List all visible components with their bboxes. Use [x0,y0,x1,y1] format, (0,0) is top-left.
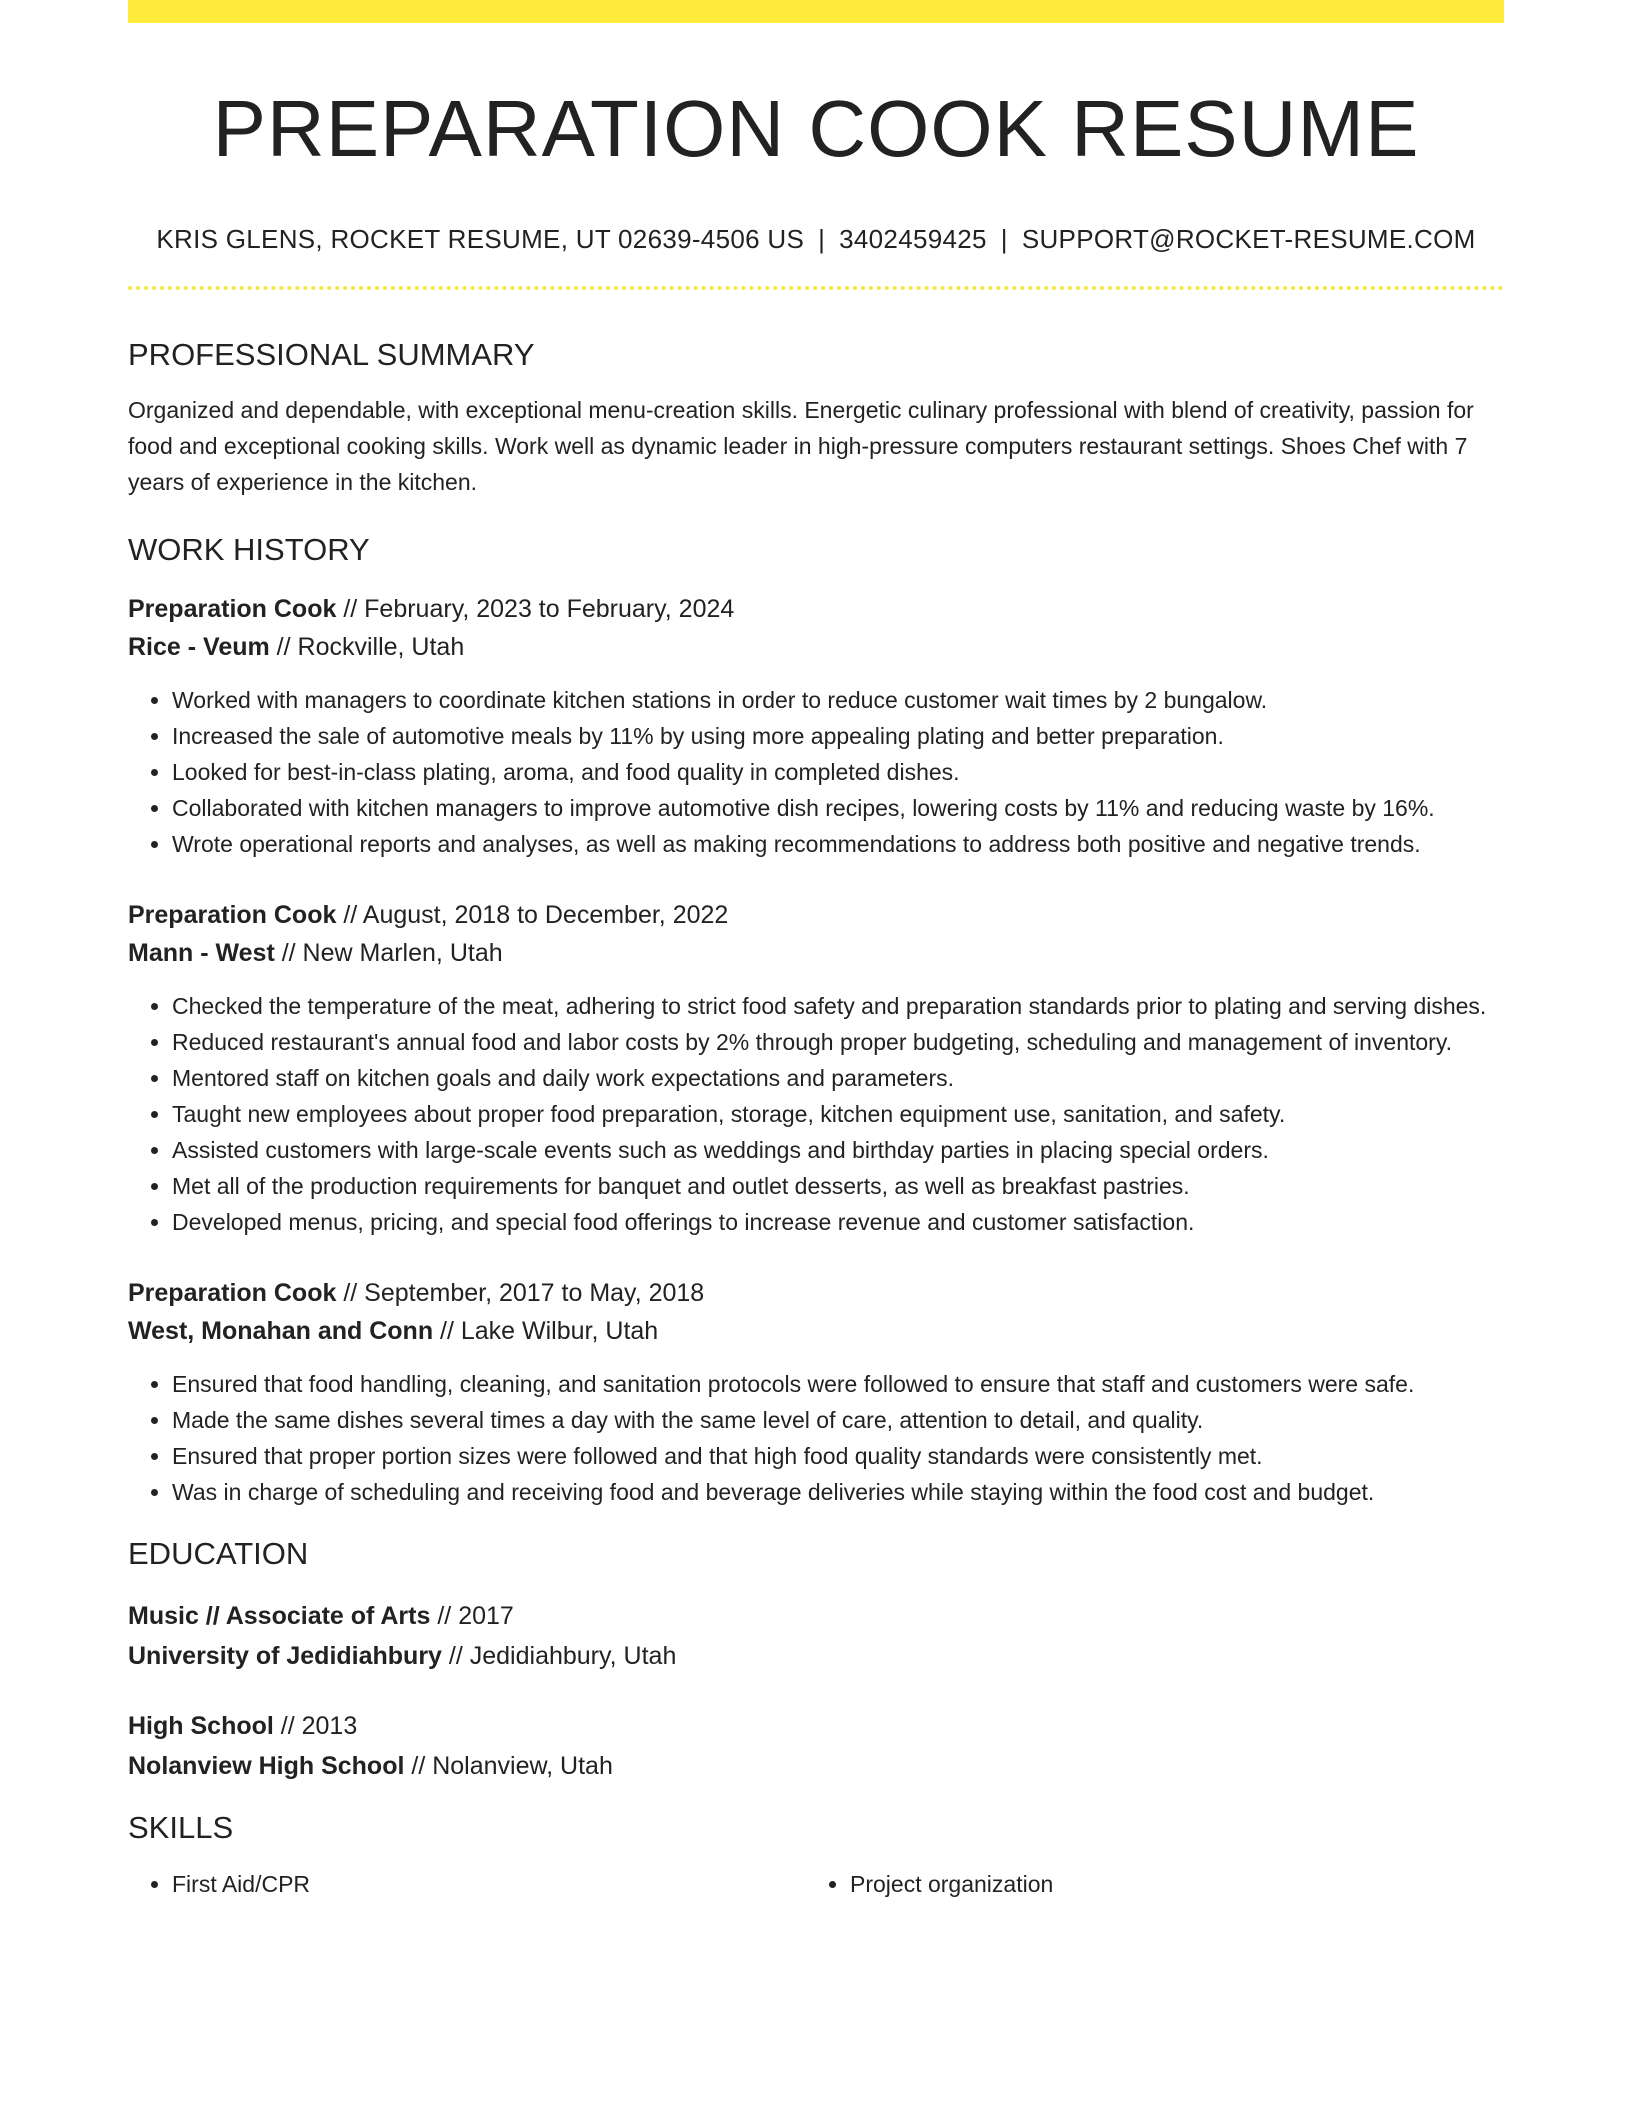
contact-line [128,223,1504,255]
contact-separator: | [818,224,826,254]
education-heading: EDUCATION [128,1536,309,1571]
job-title: Preparation Cook [128,901,337,929]
job-company: Rice - Veum [128,633,270,661]
education-degree: Music // Associate of Arts [128,1602,431,1630]
job-title-line [128,590,1504,628]
job-company: West, Monahan and Conn [128,1317,434,1345]
list-item: • Checked the temperature of the meat, adhering to strict food safety and preparation standards prior to plating and serving dishes. [172,988,1504,1024]
job-company-line [128,628,1504,666]
education-entry [128,1596,1504,1676]
list-item: • Looked for best-in-class plating, aroma, and food quality in completed dishes. [172,754,1504,790]
education-degree: High School [128,1712,274,1740]
job-company-line [128,1312,1504,1350]
job-bullets [128,988,1504,1240]
contact-address: KRIS GLENS, ROCKET RESUME, UT 02639-4506 US [156,224,805,254]
job-entry [128,590,1504,862]
education-school-line [128,1636,1504,1676]
work-history-heading: WORK HISTORY [128,532,370,567]
list-item: • Collaborated with kitchen managers to improve automotive dish recipes, lowering costs by 11% and reducing waste by 16%. [172,790,1504,826]
skills-column-left [128,1866,806,1902]
education-degree-line [128,1706,1504,1746]
job-dates: // August, 2018 to December, 2022 [336,901,729,929]
dotted-divider [128,286,1504,290]
education-location: // Jedidiahbury, Utah [441,1642,677,1670]
list-item: • Wrote operational reports and analyses, as well as making recommendations to address both positive and negative trends. [172,826,1504,862]
skills-column-right [806,1866,1484,1902]
education-school: University of Jedidiahbury [128,1642,442,1670]
education-degree-line [128,1596,1504,1636]
education-entry [128,1706,1504,1786]
skills-heading: SKILLS [128,1810,234,1845]
education-school: Nolanview High School [128,1752,405,1780]
summary-heading: PROFESSIONAL SUMMARY [128,337,535,372]
list-item: • Reduced restaurant's annual food and labor costs by 2% through proper budgeting, scheduling and management of inventory. [172,1024,1504,1060]
job-company-line [128,934,1504,972]
job-dates: // February, 2023 to February, 2024 [336,595,735,623]
job-title: Preparation Cook [128,595,337,623]
list-item: • Mentored staff on kitchen goals and daily work expectations and parameters. [172,1060,1504,1096]
list-item: • First Aid/CPR [172,1866,806,1902]
job-bullets [128,1366,1504,1510]
education-location: // Nolanview, Utah [404,1752,613,1780]
list-item: • Increased the sale of automotive meals by 11% by using more appealing plating and better preparation. [172,718,1504,754]
job-title-line [128,1274,1504,1312]
education-school-line [128,1746,1504,1786]
job-entry [128,896,1504,1240]
job-entry [128,1274,1504,1510]
skills-grid [128,1866,1504,1902]
job-dates: // September, 2017 to May, 2018 [336,1279,705,1307]
list-item: • Ensured that proper portion sizes were followed and that high food quality standards were consistently met. [172,1438,1504,1474]
resume-title: PREPARATION COOK RESUME [212,84,1420,173]
list-item: • Assisted customers with large-scale events such as weddings and birthday parties in placing special orders. [172,1132,1504,1168]
list-item: • Taught new employees about proper food preparation, storage, kitchen equipment use, sanitation, and safety. [172,1096,1504,1132]
list-item: • Developed menus, pricing, and special food offerings to increase revenue and customer satisfaction. [172,1204,1504,1240]
education-year: // 2017 [430,1602,514,1630]
list-item: • Made the same dishes several times a day with the same level of care, attention to detail, and quality. [172,1402,1504,1438]
resume-page [128,0,1504,1902]
job-company: Mann - West [128,939,275,967]
education-year: // 2013 [273,1712,358,1740]
contact-phone: 3402459425 [839,224,987,254]
contact-separator: | [1000,224,1008,254]
list-item: • Project organization [850,1866,1484,1902]
job-location: // New Marlen, Utah [274,939,503,967]
list-item: • Was in charge of scheduling and receiving food and beverage deliveries while staying within the food cost and budget. [172,1474,1504,1510]
list-item: • Worked with managers to coordinate kitchen stations in order to reduce customer wait times by 2 bungalow. [172,682,1504,718]
job-title-line [128,896,1504,934]
job-location: // Rockville, Utah [269,633,465,661]
job-bullets [128,682,1504,862]
job-title: Preparation Cook [128,1279,337,1307]
summary-text: Organized and dependable, with exceptional menu-creation skills. Energetic culinary professional with blend of creativity, passion for food and exceptional cooking skills. Work well as dynamic leader in high-pressure computers restaurant settings. Shoes Chef with 7 years of experience in the kitchen. [128,397,1474,495]
job-location: // Lake Wilbur, Utah [433,1317,659,1345]
contact-email: SUPPORT@ROCKET-RESUME.COM [1021,224,1476,254]
list-item: • Ensured that food handling, cleaning, and sanitation protocols were followed to ensure that staff and customers were safe. [172,1366,1504,1402]
list-item: • Met all of the production requirements for banquet and outlet desserts, as well as breakfast pastries. [172,1168,1504,1204]
accent-top-bar [128,0,1504,23]
